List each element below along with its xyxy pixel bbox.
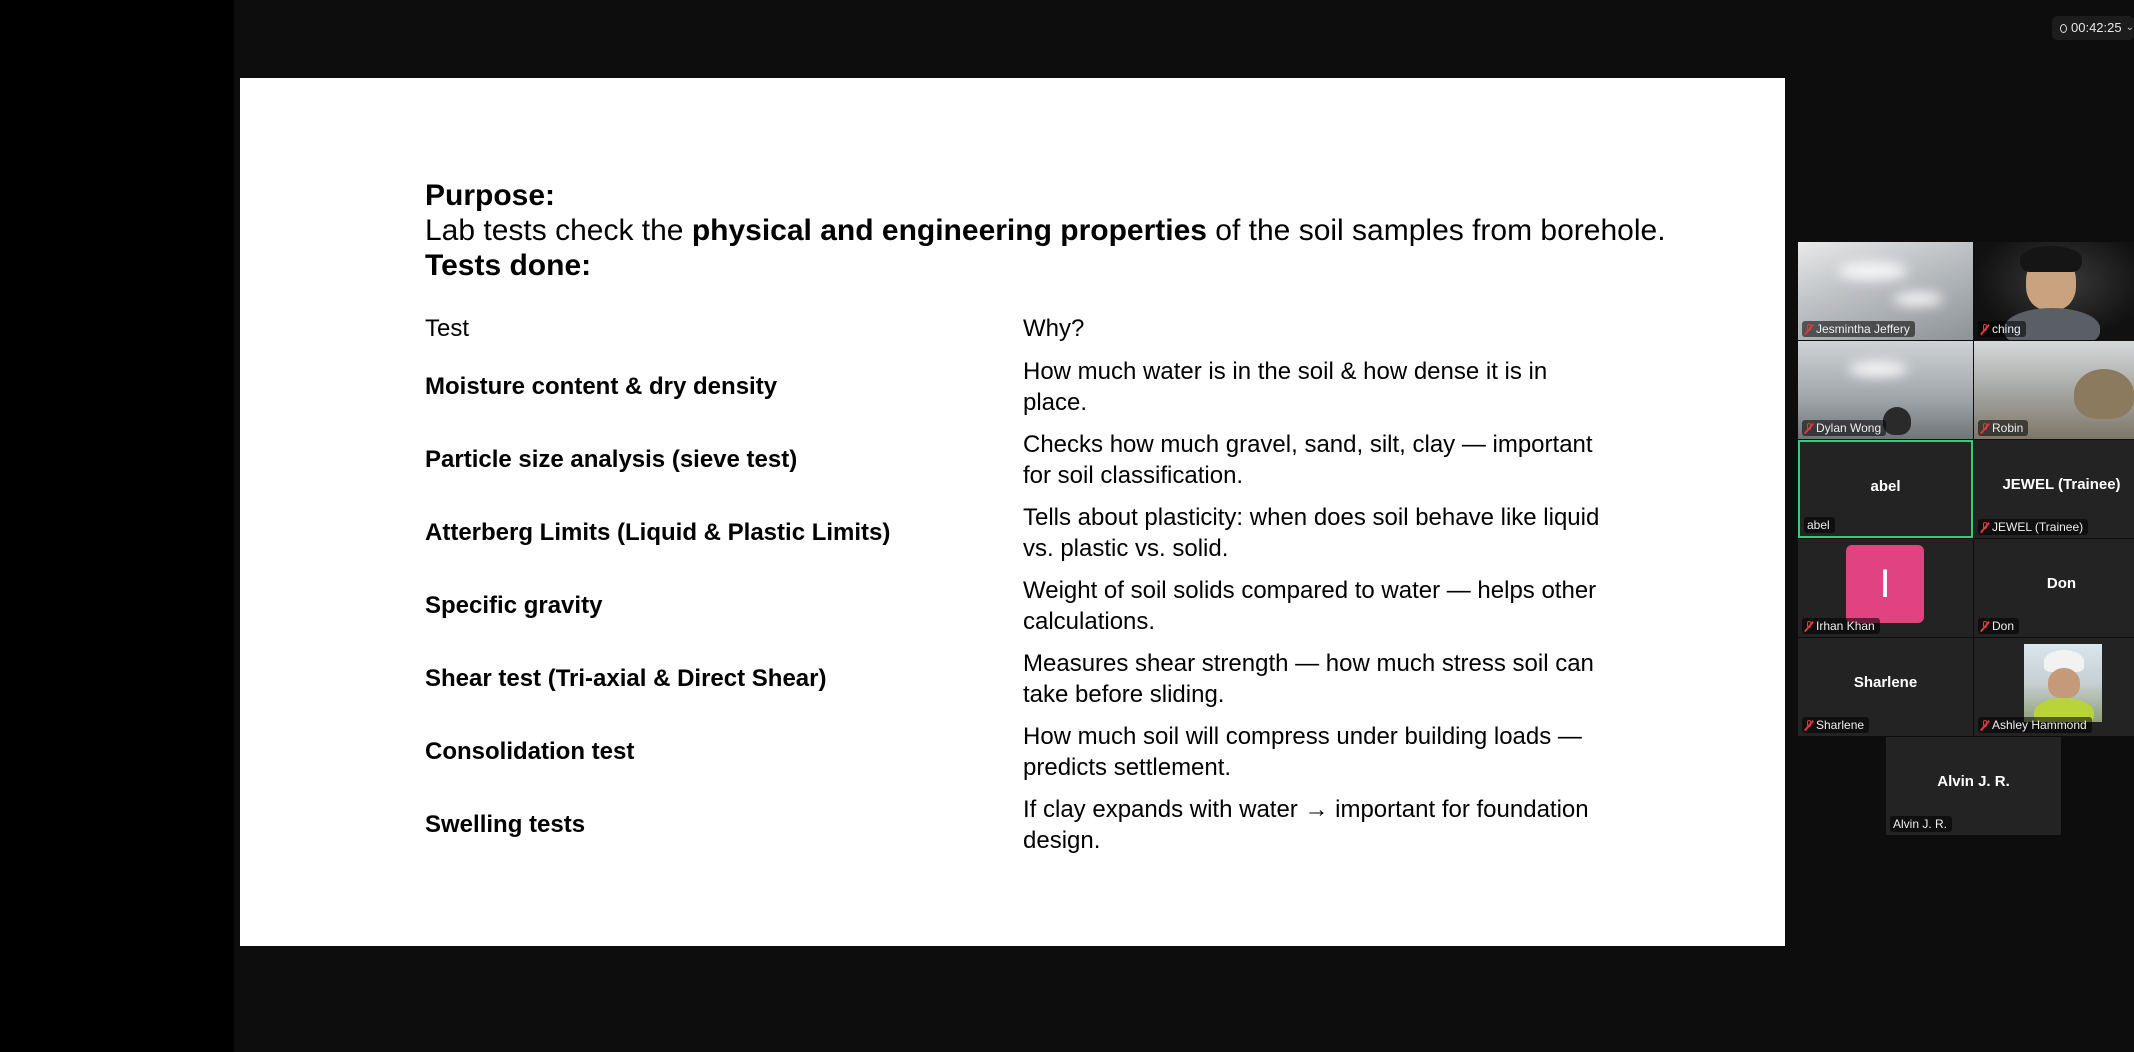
why-cell: How much soil will compress under building loads — predicts settlement. <box>1023 722 1582 781</box>
participant-name-tag <box>1802 420 1886 436</box>
participant-name-tag <box>1978 618 2019 634</box>
participant-display-name: Alvin J. R. <box>1937 773 2010 790</box>
participant-display-name: Sharlene <box>1853 674 1918 691</box>
participant-name-tag <box>1978 519 2088 535</box>
mic-muted-icon <box>1981 423 1989 434</box>
test-cell: Specific gravity <box>425 591 603 619</box>
participant-name: Ashley Hammond <box>1992 718 2087 732</box>
participant-name-tag <box>1802 618 1880 634</box>
participant-tile[interactable] <box>1974 638 2134 736</box>
participant-name: Irhan Khan <box>1816 619 1875 633</box>
test-cell: Swelling tests <box>425 810 586 838</box>
table-row <box>425 788 1605 861</box>
video-feed <box>2020 246 2082 272</box>
mic-muted-icon <box>1981 522 1989 533</box>
mic-muted-icon <box>1805 720 1813 731</box>
participant-display-name: JEWEL (Trainee) <box>2002 476 2121 493</box>
mic-muted-icon <box>1981 621 1989 632</box>
header-test: Test <box>425 315 470 342</box>
participant-name-tag <box>1802 717 1869 733</box>
video-feed <box>2074 369 2134 419</box>
avatar: I <box>1846 545 1924 623</box>
mic-muted-icon <box>1981 720 1989 731</box>
participant-name: Sharlene <box>1816 718 1865 732</box>
test-cell: Shear test (Tri-axial & Direct Shear) <box>425 664 827 692</box>
test-cell: Particle size analysis (sieve test) <box>425 445 798 473</box>
participant-tile[interactable] <box>1798 341 1973 439</box>
participant-name: Dylan Wong <box>1816 421 1882 435</box>
participant-tile[interactable] <box>1798 242 1973 340</box>
purpose-heading: Purpose: <box>425 179 556 212</box>
video-feed <box>1838 262 1908 280</box>
participant-name-tag <box>1978 717 2092 733</box>
purpose-block <box>425 178 1725 284</box>
test-cell: Atterberg Limits (Liquid & Plastic Limits) <box>425 518 891 546</box>
participant-name: ching <box>1992 322 2021 336</box>
tests-table <box>425 314 1605 861</box>
avatar <box>2024 644 2102 722</box>
face <box>2048 668 2080 698</box>
meeting-timer[interactable] <box>2052 16 2134 40</box>
purpose-suffix: of the soil samples from borehole. <box>1206 214 1666 247</box>
participant-name: abel <box>1807 518 1830 532</box>
header-why: Why? <box>1023 315 1085 342</box>
participant-tile[interactable] <box>1798 539 1973 637</box>
test-cell: Moisture content & dry density <box>425 372 778 400</box>
table-row <box>425 423 1605 496</box>
participant-tile[interactable] <box>1974 440 2134 538</box>
why-cell: Weight of soil solids compared to water — helps other calculations. <box>1023 576 1597 635</box>
participant-name: JEWEL (Trainee) <box>1992 520 2084 534</box>
participant-tile[interactable] <box>1974 242 2134 340</box>
participant-tile[interactable] <box>1886 737 2061 835</box>
timer-text: 00:42:25 <box>2071 20 2122 35</box>
shared-screen-slide <box>240 78 1785 946</box>
purpose-bold: physical and engineering properties <box>691 214 1207 247</box>
participant-tile[interactable] <box>1798 638 1973 736</box>
participant-name: Don <box>1992 619 2015 633</box>
purpose-text <box>425 214 1725 248</box>
participant-name: Alvin J. R. <box>1893 817 1948 831</box>
table-row <box>425 569 1605 642</box>
participant-name-tag <box>1804 517 1835 533</box>
why-cell: If clay expands with water → important for foundation design. <box>1023 795 1589 854</box>
mic-muted-icon <box>1805 423 1813 434</box>
participant-display-name: abel <box>1870 478 1901 495</box>
video-feed <box>1848 361 1908 377</box>
participant-name: Robin <box>1992 421 2024 435</box>
table-header <box>425 314 1605 350</box>
table-row <box>425 642 1605 715</box>
table-row <box>425 350 1605 423</box>
participant-name-tag <box>1978 321 2026 337</box>
mic-muted-icon <box>1981 324 1989 335</box>
why-cell: How much water is in the soil & how dense it is in place. <box>1023 357 1548 416</box>
video-feed <box>1883 407 1911 435</box>
participant-tile[interactable] <box>1974 341 2134 439</box>
clock-icon <box>2060 24 2067 33</box>
table-row <box>425 715 1605 788</box>
participant-tile[interactable] <box>1974 539 2134 637</box>
left-black-strip <box>0 0 234 1052</box>
participant-name-tag <box>1978 420 2028 436</box>
why-cell: Tells about plasticity: when does soil behave like liquid vs. plastic vs. solid. <box>1023 503 1600 562</box>
mic-muted-icon <box>1805 621 1813 632</box>
participant-name: Jesmintha Jeffery <box>1816 322 1910 336</box>
tests-heading: Tests done: <box>425 249 592 282</box>
table-row <box>425 496 1605 569</box>
chevron-down-icon: ⌄ <box>2125 22 2134 33</box>
mic-muted-icon <box>1805 324 1813 335</box>
participant-name-tag <box>1802 321 1915 337</box>
participant-tile-active-speaker[interactable] <box>1798 440 1973 538</box>
why-cell: Measures shear strength — how much stress soil can take before sliding. <box>1023 649 1594 708</box>
test-cell: Consolidation test <box>425 737 635 765</box>
participant-display-name: Don <box>2046 575 2077 592</box>
participant-name-tag <box>1890 816 1952 832</box>
video-feed <box>1893 292 1943 306</box>
why-cell: Checks how much gravel, sand, silt, clay — important for soil classification. <box>1023 430 1593 489</box>
purpose-prefix: Lab tests check the <box>425 214 692 247</box>
